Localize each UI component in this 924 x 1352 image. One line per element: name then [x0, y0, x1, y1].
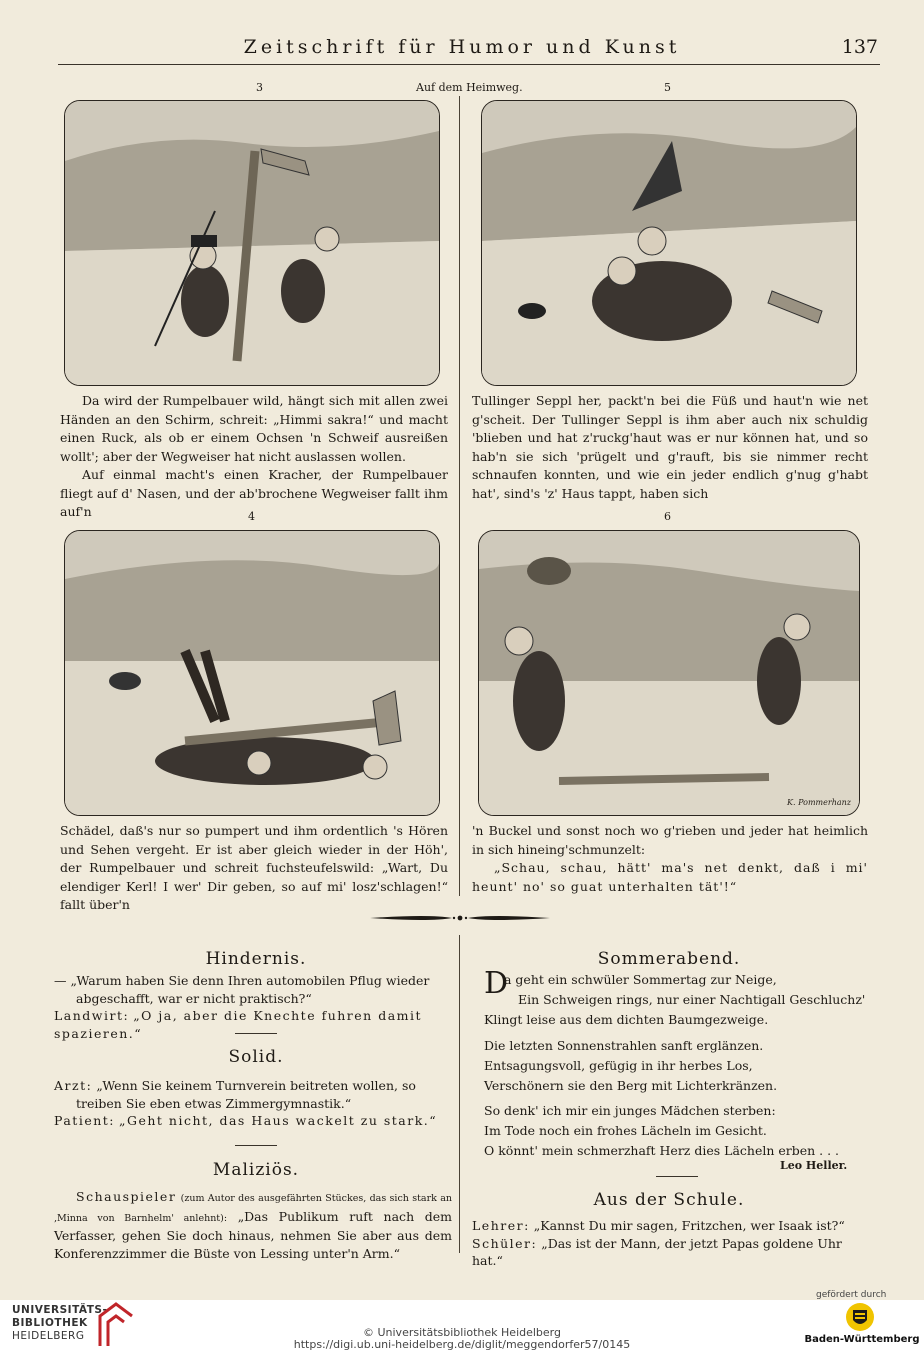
speaker-label: Schüler: — [472, 1235, 538, 1251]
poem-line: O könnt' mein schmerzhaft Herz dies Lächeln erben . . . — [484, 1143, 840, 1158]
poem-line: Entsagungsvoll, gefügig in ihr herbes Los, — [484, 1058, 753, 1073]
story-paragraph: 'n Buckel und sonst noch wo g'rieben und jeder hat heimlich in sich hineing'schmunzelt: — [472, 823, 868, 857]
illustration-panel-5 — [481, 100, 857, 386]
panel-number-3: 3 — [256, 81, 263, 94]
story-paragraph: Schädel, daß's nur so pumpert und ihm ordentlich 's Hören und Sehen vergeht. Er ist aber gleich wieder in der Höh', der Rumpelbauer und schreit fuchsteufelswild: „Wart, Du elendiger Kerl! I wer' Dir geben, so auf mi' losz'schlagen!“ fallt über'n — [60, 823, 448, 912]
illustration-panel-3 — [64, 100, 440, 386]
story-paragraph: Tullinger Seppl her, packt'n bei die Füß und haut'n wie net g'scheit. Der Tullinger Seppl is ihm aber auch nix schuldig 'blieben und hat z'ruckg'haut was er nur können hat, und so hab'n sie sich 'prügelt und g'rauft, bis sie nimmer recht schnaufen konnten, und wie ein jeder endlich g'nug g'habt hat', sind's 'z' Haus tappt, haben sich — [472, 393, 868, 501]
dialogue-line: „Das ist der Mann, der jetzt Papas goldene Uhr hat.“ — [472, 1235, 842, 1268]
panel-number-6: 6 — [664, 510, 671, 523]
section-rule — [235, 1033, 277, 1034]
section-title-solid: Solid. — [228, 1047, 284, 1067]
header-rule — [58, 64, 880, 65]
speaker-label: Arzt: — [54, 1078, 93, 1093]
drop-cap: D — [484, 966, 509, 1001]
poem-line: a geht ein schwüler Sommertag zur Neige, — [504, 972, 777, 987]
copyright-notice: © Universitätsbibliothek Heidelberg — [362, 1326, 561, 1339]
library-name-line: HEIDELBERG — [12, 1330, 85, 1342]
poem-line: Verschönern sie den Berg mit Lichterkränzen. — [484, 1078, 778, 1093]
poem-title: Sommerabend. — [597, 949, 741, 969]
page-number: 137 — [841, 36, 878, 58]
library-name-line: UNIVERSITÄTS- — [12, 1304, 108, 1316]
illustration-panel-6 — [478, 530, 860, 816]
poem-stanza-3 — [484, 1101, 839, 1161]
story-text-3 — [60, 392, 448, 522]
speaker-label: Lehrer: — [472, 1218, 530, 1233]
anecdote-solid — [54, 1077, 452, 1130]
source-url[interactable]: https://digi.ub.uni-heidelberg.de/diglit/meggendorfer57/0145 — [293, 1338, 631, 1351]
poem-line: Klingt leise aus dem dichten Baumgezweige. — [484, 1012, 769, 1027]
section-rule — [235, 1145, 277, 1146]
poem-line: Ein Schweigen rings, nur einer Nachtigall Geschluchz' — [518, 992, 866, 1007]
story-paragraph: „Schau, schau, hätt' ma's net denkt, daß i mi' heunt' no' so guat unterhalten tät'!“ — [472, 860, 868, 894]
page-header — [0, 36, 924, 60]
section-rule — [656, 1176, 698, 1177]
column-rule-top — [459, 96, 460, 896]
anecdote-hindernis — [54, 972, 452, 1042]
dialogue-line: — „Warum haben Sie denn Ihren automobilen Pflug wieder abgeschafft, war er nicht praktisch?“ — [54, 973, 430, 1006]
speaker-label: Landwirt: — [54, 1008, 130, 1023]
poem-line: Im Tode noch ein frohes Lächeln im Gesicht. — [484, 1123, 767, 1138]
state-name: Baden-Württemberg — [804, 1334, 920, 1345]
speaker-label: Patient: — [54, 1113, 116, 1128]
illustration-panel-4 — [64, 530, 440, 816]
story-text-5 — [472, 392, 868, 503]
anecdote-maliziös — [54, 1188, 452, 1262]
poem-stanza-1 — [484, 966, 866, 1030]
dialogue-line: „O ja, aber die Knechte fuhren damit spazieren.“ — [54, 1008, 423, 1041]
poem-line: So denk' ich mir ein junges Mädchen sterben: — [484, 1103, 776, 1118]
story-text-6 — [472, 822, 868, 896]
panel-number-4: 4 — [248, 510, 255, 523]
story-paragraph: Da wird der Rumpelbauer wild, hängt sich mit allen zwei Händen an den Schirm, schreit: „Himmi sakra!“ und macht einen Ruck, als ob er einem Ochsen 'n Schweif ausreißen wollt'; aber der Wegweiser hat nicht auslassen wollen. — [60, 393, 448, 464]
story-text-4 — [60, 822, 448, 915]
dialogue-line: „Wenn Sie keinem Turnverein beitreten wollen, so treiben Sie eben etwas Zimmergymnastik.“ — [76, 1078, 416, 1111]
section-title-maliziös: Maliziös. — [212, 1160, 300, 1180]
series-title: Auf dem Heimweg. — [416, 81, 523, 94]
story-paragraph: Auf einmal macht's einen Kracher, der Rumpelbauer fliegt auf d' Nasen, und der ab'brochene Wegweiser fallt ihm auf'n — [60, 467, 448, 519]
section-title-schule: Aus der Schule. — [593, 1190, 745, 1210]
dialogue-line: „Das Publikum ruft nach dem Verfasser, gehen Sie doch hinaus, nehmen Sie aber aus dem Konferenzzimmer die Büste von Lessing unter'n Arm.“ — [54, 1208, 452, 1261]
funded-by-label: gefördert durch — [816, 1290, 887, 1300]
poem-author: Leo Heller. — [780, 1159, 848, 1172]
dialogue-line: „Geht nicht, das Haus wackelt zu stark.“ — [119, 1113, 438, 1128]
speaker-label: Schauspieler — [76, 1189, 177, 1204]
artist-signature: K. Pommerhanz — [787, 798, 851, 807]
poem-stanza-2 — [484, 1036, 777, 1096]
funding-logo — [804, 1290, 920, 1352]
library-name-line: BIBLIOTHEK — [12, 1317, 88, 1329]
column-rule-bottom — [459, 935, 460, 1253]
panel-number-5: 5 — [664, 81, 671, 94]
section-title-hindernis: Hindernis. — [205, 949, 307, 969]
stage-note: (zum Autor des ausgefährten Stückes, das sich stark an ‚Minna von Barnhelm' anlehnt): — [54, 1193, 452, 1224]
ornamental-divider — [370, 913, 550, 923]
anecdote-schule — [472, 1217, 872, 1270]
poem-line: Die letzten Sonnenstrahlen sanft erglänzen. — [484, 1038, 764, 1053]
journal-title: Zeitschrift für Humor und Kunst — [243, 36, 681, 58]
coat-of-arms-icon — [844, 1302, 876, 1332]
dialogue-line: „Kannst Du mir sagen, Fritzchen, wer Isaak ist?“ — [533, 1218, 845, 1233]
